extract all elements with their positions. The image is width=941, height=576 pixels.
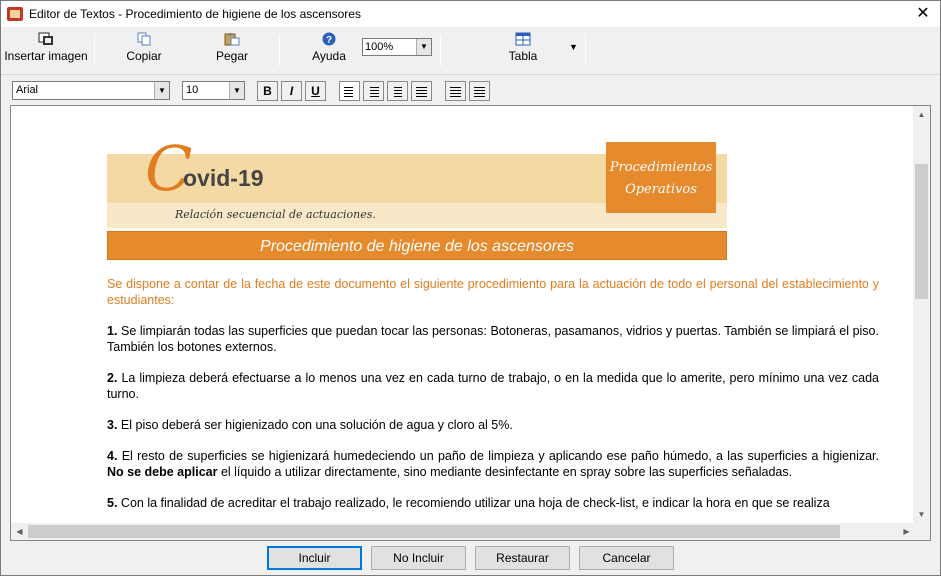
help-icon — [321, 32, 337, 46]
insert-image-icon — [38, 32, 54, 46]
font-size-value: 10 — [186, 84, 199, 96]
title-bar — [1, 1, 940, 27]
paste-button[interactable] — [209, 32, 255, 68]
copy-button[interactable] — [119, 32, 169, 68]
chevron-down-icon: ▼ — [229, 82, 244, 99]
table-button[interactable] — [501, 32, 545, 68]
copy-icon — [136, 32, 152, 46]
document-editor[interactable] — [10, 105, 931, 541]
list-item — [107, 323, 879, 355]
item-number: 5. — [107, 496, 118, 510]
app-icon — [7, 7, 23, 21]
justify-button[interactable] — [411, 81, 432, 101]
zoom-select[interactable] — [362, 38, 432, 56]
insert-image-label: Insertar imagen — [4, 49, 88, 63]
scrollbar-corner — [913, 523, 930, 540]
zoom-value: 100% — [365, 41, 394, 53]
window-title: Editor de Textos - Procedimiento de higiene de los ascensores — [29, 7, 361, 21]
item-text: La limpieza deberá efectuarse a lo menos una vez en cada turno de trabajo, o en la medida que lo amerite, pero mínimo una vez cada turno. — [107, 371, 879, 401]
item-text: El resto de superficies se higienizará humedeciendo un paño de limpieza y aplicando ese paño húmedo, a las superficies a higienizar. — [117, 449, 879, 463]
procedures-line-1: Procedimientos — [609, 160, 713, 175]
paste-icon — [224, 32, 240, 46]
table-label: Tabla — [508, 49, 538, 63]
cancel-button[interactable]: Cancelar — [579, 546, 674, 570]
vertical-scroll-thumb[interactable] — [915, 164, 928, 299]
svg-text:?: ? — [325, 35, 333, 46]
document-heading: Procedimiento de higiene de los ascensores — [107, 231, 727, 260]
align-left-icon — [344, 87, 353, 97]
document-body — [107, 276, 879, 526]
font-family-value: Arial — [16, 84, 39, 96]
vertical-scrollbar[interactable] — [913, 106, 930, 523]
align-center-icon — [394, 87, 402, 97]
format-toolbar — [1, 74, 940, 104]
align-left-button[interactable] — [339, 81, 360, 101]
list-item — [107, 448, 879, 480]
list-item — [107, 495, 879, 511]
font-size-select[interactable] — [182, 81, 245, 100]
chevron-down-icon: ▼ — [416, 39, 431, 55]
list-item — [107, 370, 879, 402]
bullet-list-button[interactable] — [469, 81, 490, 101]
scroll-right-icon[interactable]: ▶ — [903, 527, 910, 536]
banner-subtitle: Relación secuencial de actuaciones. — [175, 208, 376, 221]
item-text: el líquido a utilizar directamente, sino mediante desinfectante en spray sobre las superficies señaladas. — [217, 465, 793, 479]
item-number: 4. — [107, 449, 118, 463]
scroll-left-icon[interactable]: ◀ — [16, 527, 23, 536]
align-right-button[interactable] — [363, 81, 384, 101]
list-item — [107, 417, 879, 433]
banner-title: ovid-19 — [183, 165, 264, 191]
close-button[interactable]: ✕ — [916, 5, 930, 22]
help-label: Ayuda — [312, 49, 346, 63]
item-text: Se limpiarán todas las superficies que puedan tocar las personas: Botoneras, pasamanos, vidrios y puertas. También se limpiará el piso. También los botones externos. — [107, 324, 879, 354]
copy-label: Copiar — [126, 49, 162, 63]
toolbar-separator — [279, 34, 280, 66]
item-bold-text: No se debe aplicar — [107, 465, 218, 479]
paste-label: Pegar — [215, 49, 249, 63]
item-number: 2. — [107, 371, 118, 385]
dialog-buttons — [1, 542, 940, 576]
procedures-line-2: Operativos — [625, 182, 697, 197]
justify-icon — [416, 87, 427, 97]
insert-image-button[interactable] — [4, 32, 88, 68]
horizontal-scrollbar[interactable] — [11, 523, 915, 540]
italic-button[interactable]: I — [281, 81, 302, 101]
align-right-icon — [370, 87, 379, 97]
item-number: 1. — [107, 324, 118, 338]
chevron-down-icon: ▼ — [154, 82, 169, 99]
chevron-down-icon[interactable]: ▼ — [569, 42, 578, 52]
banner-letter: C — [145, 132, 193, 205]
bold-button[interactable]: B — [257, 81, 278, 101]
item-text: El piso deberá ser higienizado con una solución de agua y cloro al 5%. — [117, 418, 513, 432]
restore-button[interactable]: Restaurar — [475, 546, 570, 570]
toolbar-separator — [585, 34, 586, 66]
toolbar-separator — [440, 34, 441, 66]
procedures-box — [606, 142, 716, 213]
horizontal-scroll-thumb[interactable] — [28, 525, 840, 538]
main-toolbar — [1, 28, 940, 72]
item-number: 3. — [107, 418, 118, 432]
scroll-up-icon[interactable]: ▲ — [917, 110, 926, 119]
toolbar-separator — [94, 34, 95, 66]
underline-button[interactable]: U — [305, 81, 326, 101]
numbered-list-button[interactable] — [445, 81, 466, 101]
font-family-select[interactable] — [12, 81, 170, 100]
scroll-down-icon[interactable]: ▼ — [917, 510, 926, 519]
help-button[interactable] — [307, 32, 351, 68]
align-center-button[interactable] — [387, 81, 408, 101]
not-include-button[interactable]: No Incluir — [371, 546, 466, 570]
table-icon — [515, 32, 531, 46]
intro-paragraph: Se dispone a contar de la fecha de este documento el siguiente procedimiento para la actuación de todo el personal del establecimiento y estudiantes: — [107, 277, 879, 307]
numbered-list-icon — [450, 87, 461, 97]
include-button[interactable]: Incluir — [267, 546, 362, 570]
bullet-list-icon — [474, 87, 485, 97]
item-text: Con la finalidad de acreditar el trabajo realizado, le recomiendo utilizar una hoja de check-list, e indicar la hora en que se realiza — [117, 496, 830, 510]
